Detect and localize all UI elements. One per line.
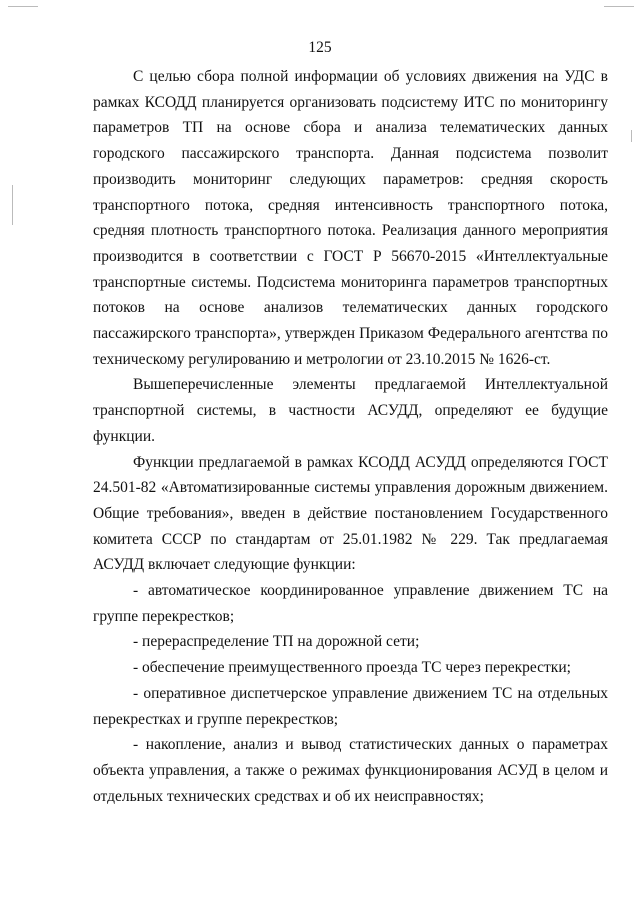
list-item-redistribution: - перераспределение ТП на дорожной сети;	[133, 633, 420, 651]
list-item-coordinated-control: - автоматическое координированное управление движением ТС на группе перекрестков;	[93, 582, 608, 625]
list-item-priority-passage: - обеспечение преимущественного проезда ТС через перекрестки;	[133, 659, 571, 677]
scan-mark-right	[631, 130, 632, 142]
paragraph-monitoring-subsystem: С целью сбора полной информации об условиях движения на УДС в рамках КСОДД планируется организовать подсистему ИТС по мониторингу параметров ТП на основе сбора и анализа телематических данных городского пассажирского транспорта. Данная подсистема позволит производить мониторинг следующих параметров: средняя скорость транспортного потока, средняя интенсивность транспортного потока, средняя плотность транспортного потока. Реализация данного мероприятия производится в соответствии с ГОСТ Р 56670-2015 «Интеллектуальные транспортные системы. Подсистема мониторинга параметров транспортных потоков на основе анализов телематических данных городского пассажирского транспорта», утвержден Приказом Федерального агентства по техническому регулированию и метрологии от 23.10.2015 № 1626-ст.	[93, 68, 608, 368]
paragraph-gost-functions: Функции предлагаемой в рамках КСОДД АСУДД определяются ГОСТ 24.501-82 «Автоматизированные системы управления дорожным движением. Общие требования», введен в действие постановлением Государственного комитета СССР по стандартам от 25.01.1982 № 229. Так предлагаемая АСУДД включает следующие функции:	[93, 453, 608, 574]
scan-mark-left	[12, 185, 13, 225]
scan-line-top-right	[604, 6, 634, 7]
list-item-dispatch-control: - оперативное диспетчерское управление движением ТС на отдельных перекрестках и группе перекрестков;	[93, 684, 608, 728]
paragraph-its-functions: Вышеперечисленные элементы предлагаемой Интеллектуальной транспортной системы, в частности АСУДД, определяют ее будущие функции.	[93, 376, 608, 445]
list-item-statistics: - накопление, анализ и вывод статистических данных о параметрах объекта управления, а также о режимах функционирования АСУД в целом и отдельных технических средствах и об их неисправностях;	[93, 736, 608, 805]
document-body	[93, 64, 608, 809]
page-number: 125	[308, 39, 332, 56]
scan-line-top-left	[8, 6, 38, 7]
